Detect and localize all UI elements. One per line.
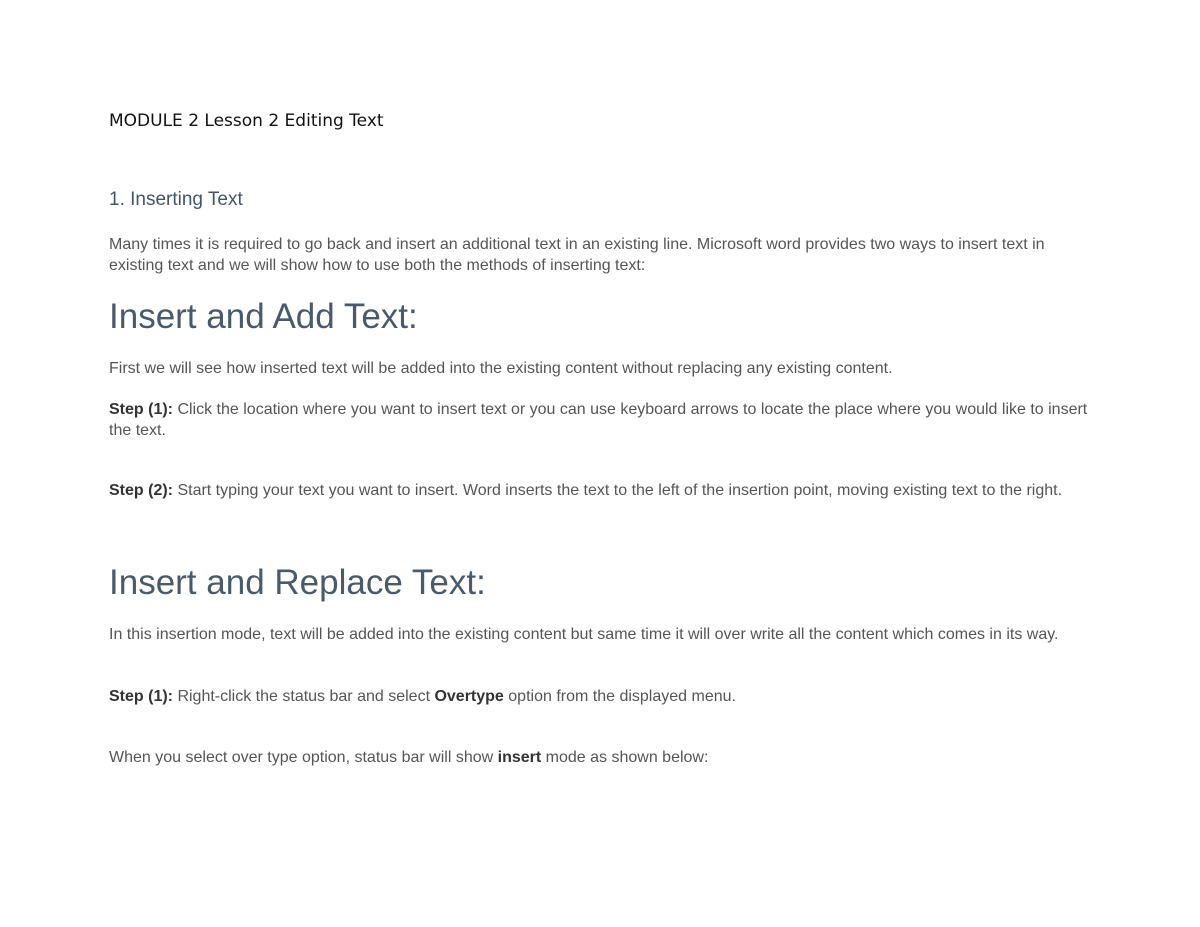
insert-add-step-1	[109, 400, 1099, 441]
section-intro-paragraph: Many times it is required to go back and insert an additional text in an existing line. Microsoft word provides two ways to insert text in existing text and we will show how to use both the methods of inserting text:	[109, 236, 1045, 274]
insert-mode-note	[109, 748, 1099, 769]
note-text-before: When you select over type option, status bar will show	[109, 749, 498, 766]
section-heading-inserting-text: 1. Inserting Text	[109, 189, 243, 210]
insert-replace-step-1	[109, 687, 1099, 708]
step-label: Step (1):	[109, 401, 173, 418]
step-text: Start typing your text you want to insert. Word inserts the text to the left of the insertion point, moving existing text to the right.	[173, 482, 1063, 499]
insert-add-step-2	[109, 481, 1099, 502]
step-label: Step (2):	[109, 482, 173, 499]
insert-add-intro-paragraph: First we will see how inserted text will be added into the existing content without replacing any existing content.	[109, 360, 893, 377]
step-text: Click the location where you want to insert text or you can use keyboard arrows to locate the place where you would like to insert the text.	[109, 401, 1088, 439]
step-label: Step (1):	[109, 688, 173, 705]
overtype-keyword: Overtype	[434, 688, 504, 705]
step-text-before: Right-click the status bar and select	[173, 688, 435, 705]
note-text-after: mode as shown below:	[541, 749, 709, 766]
heading-insert-and-replace: Insert and Replace Text:	[109, 563, 486, 602]
step-text-after: option from the displayed menu.	[503, 688, 736, 705]
heading-insert-and-add: Insert and Add Text:	[109, 297, 418, 336]
insert-replace-intro-paragraph: In this insertion mode, text will be added into the existing content but same time it will over write all the content which comes in its way.	[109, 626, 1059, 643]
document-title: MODULE 2 Lesson 2 Editing Text	[109, 111, 384, 131]
insert-keyword: insert	[497, 749, 542, 766]
